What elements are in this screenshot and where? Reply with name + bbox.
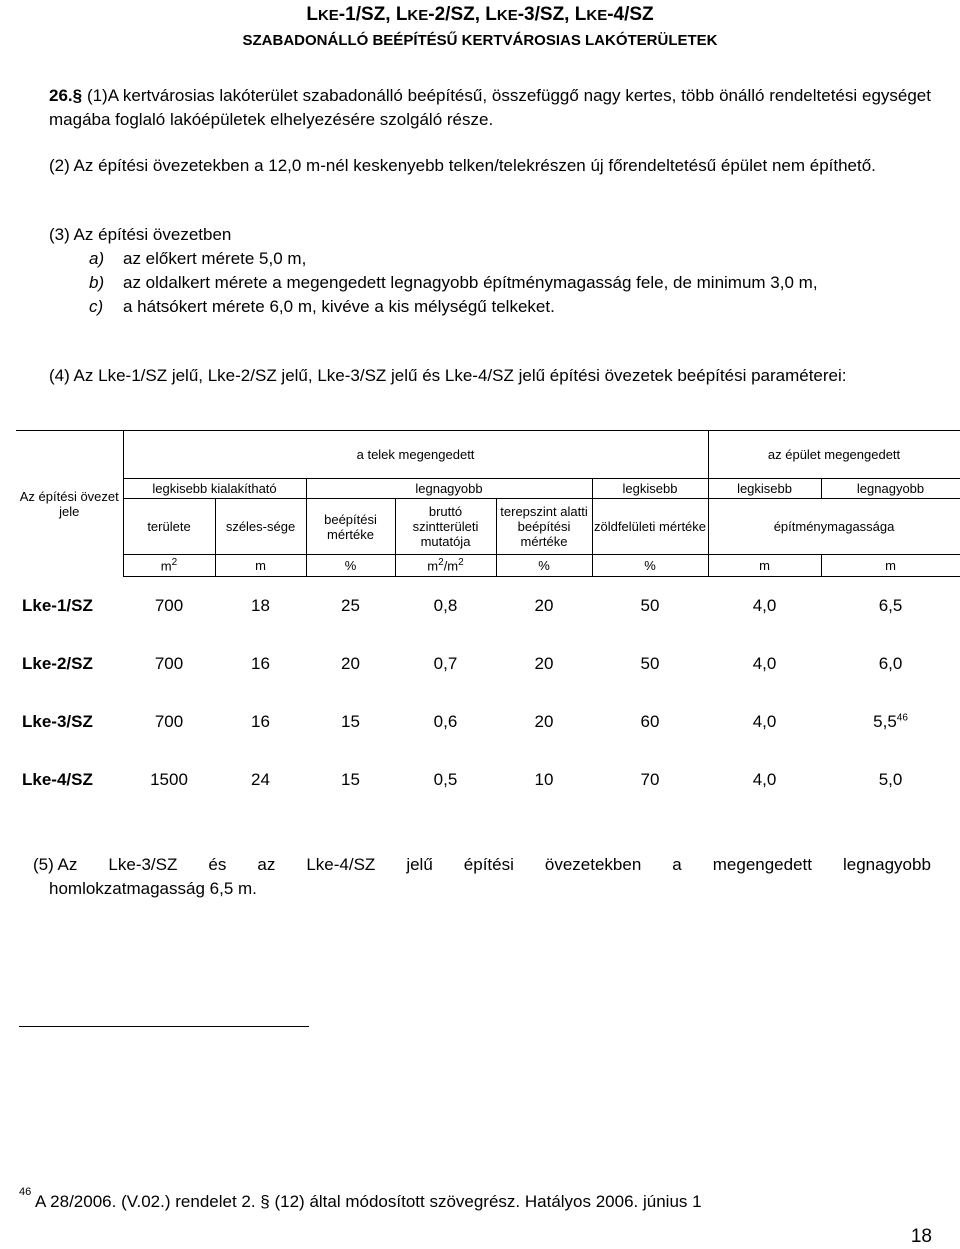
footnote — [19, 1186, 702, 1212]
paragraph-3-intro: (3) Az építési övezetben — [49, 225, 232, 244]
paragraph-5-line-2: homlokzatmagasság 6,5 m. — [49, 879, 257, 898]
table-row — [16, 577, 960, 636]
value-cell: 20 — [534, 654, 554, 673]
value-cell: 10 — [534, 770, 554, 789]
column-header: beépítési mértéke — [306, 499, 395, 555]
unit-cell: % — [306, 555, 395, 577]
title-zone-1: LKE-1/SZ, — [306, 4, 396, 25]
value-cell: 4,0 — [752, 712, 777, 731]
value-cell: 1500 — [150, 770, 188, 789]
column-header: zöldfelületi mértéke — [592, 499, 708, 555]
sub-header: legnagyobb — [306, 479, 592, 499]
section-number: 26. — [49, 86, 73, 105]
value-cell: 18 — [251, 596, 270, 615]
zone-cell: Lke-3/SZ — [22, 712, 93, 731]
title-zone-4: LKE-4/SZ — [574, 4, 654, 25]
zone-cell: Lke-4/SZ — [22, 770, 93, 789]
group-header-telek: a telek megengedett — [123, 431, 708, 479]
value-cell: 0,5 — [433, 770, 458, 789]
table-row — [16, 751, 960, 809]
paragraph-1-text: (1)A kertvárosias lakóterület szabadonálló beépítésű, összefüggő nagy kertes, több önálló rendeltetési egységet magába foglaló lakóépületek elhelyezésére szolgáló része. — [49, 86, 931, 129]
value-cell: 0,6 — [433, 712, 458, 731]
footnote-divider — [19, 1026, 309, 1027]
value-cell: $5,5^{46}$ — [873, 712, 908, 731]
section-symbol: § — [72, 86, 83, 105]
paragraph-5 — [33, 853, 931, 901]
sub-header: legnagyobb — [821, 479, 960, 499]
footnote-text: A 28/2006. (V.02.) rendelet 2. § (12) által módosított szövegrész. Hatályos 2006. június 1 — [35, 1192, 702, 1211]
footnote-ref[interactable]: 46 — [896, 712, 908, 724]
title-zone-2: LKE-2/SZ, — [395, 4, 486, 25]
sub-header: legkisebb — [708, 479, 821, 499]
column-header: széles-sége — [215, 499, 306, 555]
value-cell: 50 — [640, 654, 660, 673]
page-title — [0, 4, 960, 26]
value-cell: 20 — [534, 712, 554, 731]
list-item: a) az előkert mérete 5,0 m, — [89, 249, 307, 268]
value-cell: 24 — [251, 770, 270, 789]
unit-cell: m — [821, 555, 960, 577]
value-cell: 4,0 — [752, 596, 777, 615]
column-header: építménymagassága — [708, 499, 960, 555]
title-zone-3: LKE-3/SZ, — [485, 4, 575, 25]
unit-cell: $m^2$ — [123, 555, 215, 577]
sub-header: legkisebb — [592, 479, 708, 499]
value-cell: 70 — [640, 770, 660, 789]
unit-cell: % — [592, 555, 708, 577]
value-cell: 16 — [251, 654, 270, 673]
zone-header: Az építési övezet jele — [16, 431, 123, 577]
value-cell: 20 — [534, 596, 554, 615]
value-cell: 4,0 — [752, 770, 777, 789]
page-number: 18 — [910, 1226, 932, 1247]
value-cell: 0,8 — [433, 596, 458, 615]
value-cell: 700 — [154, 596, 184, 615]
value-cell: 6,0 — [878, 654, 903, 673]
value-cell: 15 — [341, 770, 360, 789]
value-cell: 20 — [341, 654, 360, 673]
value-cell: 6,5 — [878, 596, 903, 615]
footnote-number: 46 — [19, 1186, 32, 1198]
table-row — [16, 693, 960, 751]
unit-cell: % — [496, 555, 592, 577]
paragraph-4: (4) Az Lke-1/SZ jelű, Lke-2/SZ jelű, Lke-3/SZ jelű és Lke-4/SZ jelű építési övezetek beépítési paraméterei: — [49, 366, 847, 385]
unit-cell: m — [708, 555, 821, 577]
zone-cell: Lke-1/SZ — [22, 595, 93, 615]
list-item: b) az oldalkert mérete a megengedett legnagyobb építménymagasság fele, de minimum 3,0 m, — [89, 273, 818, 292]
value-cell: 50 — [640, 596, 660, 615]
value-cell: 5,0 — [878, 770, 903, 789]
zone-cell: Lke-2/SZ — [22, 654, 93, 673]
value-cell: 15 — [341, 712, 360, 731]
unit-cell: m — [215, 555, 306, 577]
paragraph-5-line-1: (5) Az Lke-3/SZ és az Lke-4/SZ jelű építési övezetekben a megengedett legnagyobb — [33, 855, 931, 874]
column-header: területe — [123, 499, 215, 555]
value-cell: 60 — [640, 712, 660, 731]
value-cell: 16 — [251, 712, 270, 731]
table-row — [16, 635, 960, 693]
column-header: terepszint alatti beépítési mértéke — [496, 499, 592, 555]
value-cell: 25 — [341, 596, 360, 615]
parameters-table — [16, 430, 960, 809]
column-header: bruttó szintterületi mutatója — [395, 499, 496, 555]
page-subtitle: SZABADONÁLLÓ BEÉPÍTÉSŰ KERTVÁROSIAS LAKÓTERÜLETEK — [242, 32, 718, 49]
unit-cell: $m^2/m^2$ — [395, 555, 496, 577]
list-item: c) a hátsókert mérete 6,0 m, kivéve a kis mélységű telkeket. — [89, 297, 555, 316]
value-cell: 0,7 — [433, 654, 458, 673]
paragraph-3 — [49, 223, 931, 319]
paragraph-1 — [49, 84, 931, 132]
sub-header: legkisebb kialakítható — [123, 479, 306, 499]
value-cell: 700 — [154, 712, 184, 731]
value-cell: 4,0 — [752, 654, 777, 673]
value-cell: 700 — [154, 654, 184, 673]
paragraph-2: (2) Az építési övezetekben a 12,0 m-nél keskenyebb telken/telekrészen új főrendeltetésű épület nem építhető. — [49, 156, 876, 175]
group-header-epulet: az épület megengedett — [708, 431, 960, 479]
